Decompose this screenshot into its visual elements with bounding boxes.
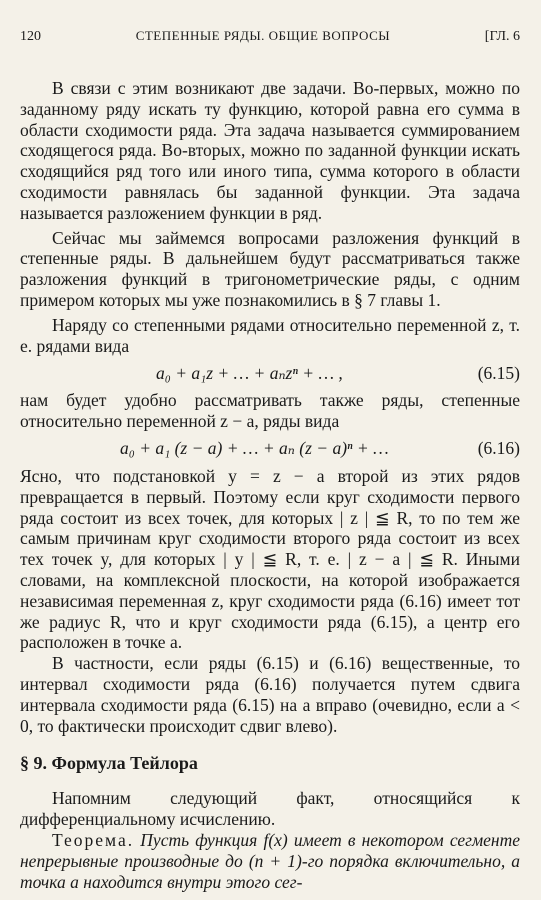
paragraph-recall: Напомним следующий факт, относящийся к дифференциальному исчислению. (20, 788, 520, 830)
paragraph-substitution: Ясно, что подстановкой y = z − a второй из этих рядов превращается в первый. Поэтому если круг сходимости первого ряда состоит из всех точек, для которых | z | ≦ R, то по тем же самым причинам круг сходимости второго ряда состоит из всех тех точек y, для которых | y | ≦ R, т. е. | z − a | ≦ R. Иными словами, на комплексной плоскости, на которой изображается независимая переменная z, круг сходимости ряда (6.16) имеет тот же радиус R, что и круг сходимости ряда (6.15), а центр его расположен в точке a. (20, 465, 520, 653)
theorem-text: Пусть функция f(x) имеет в некотором сегменте непрерывные производные до (n + 1)-го порядка включительно, а точка a находится внутри этого сег- (20, 829, 521, 892)
theorem (20, 830, 520, 892)
formula-6-16-number: (6.16) (477, 438, 520, 459)
paragraph-two-problems: В связи с этим возникают две задачи. Во-первых, можно по заданному ряду искать ту функцию, которой равна его сумма в области сходимости ряда. Эта задача называется суммированием сходящегося ряда. Во-вторых, можно по заданной функции искать сходящийся ряд того или иного типа, сумма которого в области сходимости равнялась бы заданной функции. Эта задача называется разложением функции в ряд. (20, 78, 520, 223)
page-number: 120 (20, 29, 41, 44)
paragraph-real-case: В частности, если ряды (6.15) и (6.16) вещественные, то интервал сходимости ряда (6.16) получается путем сдвига интервала сходимости ряда (6.15) на a вправо (очевидно, если a < 0, то фактически происходит сдвиг влево). (20, 653, 520, 736)
formula-6-15-number: (6.15) (477, 362, 520, 383)
theorem-label: Теорема. (52, 829, 135, 850)
formula-6-15-expression: a₀ + a₁z + … + aₙzⁿ + … , (156, 362, 343, 383)
running-title: СТЕПЕННЫЕ РЯДЫ. ОБЩИЕ ВОПРОСЫ (135, 28, 391, 43)
chapter-marker: [ГЛ. 6 (484, 29, 520, 44)
book-page (20, 28, 520, 892)
paragraph-shifted-series: нам будет удобно рассматривать также ряды, степенные относительно переменной z − a, ряды вида (20, 390, 520, 432)
section-title: § 9. Формула Тейлора (20, 753, 198, 774)
formula-6-16 (20, 432, 520, 466)
paragraph-power-series: Сейчас мы займемся вопросами разложения функций в степенные ряды. В дальнейшем будут рассматриваться также разложения функций в тригонометрические ряды, с одним примером которых мы уже познакомились в § 7 главы 1. (20, 227, 520, 310)
paragraph-along-with: Наряду со степенными рядами относительно переменной z, т. е. рядами вида (20, 314, 520, 356)
running-header (20, 28, 520, 56)
formula-6-15 (20, 356, 520, 390)
formula-6-16-expression: a₀ + a₁ (z − a) + … + aₙ (z − a)ⁿ + … (120, 438, 389, 459)
